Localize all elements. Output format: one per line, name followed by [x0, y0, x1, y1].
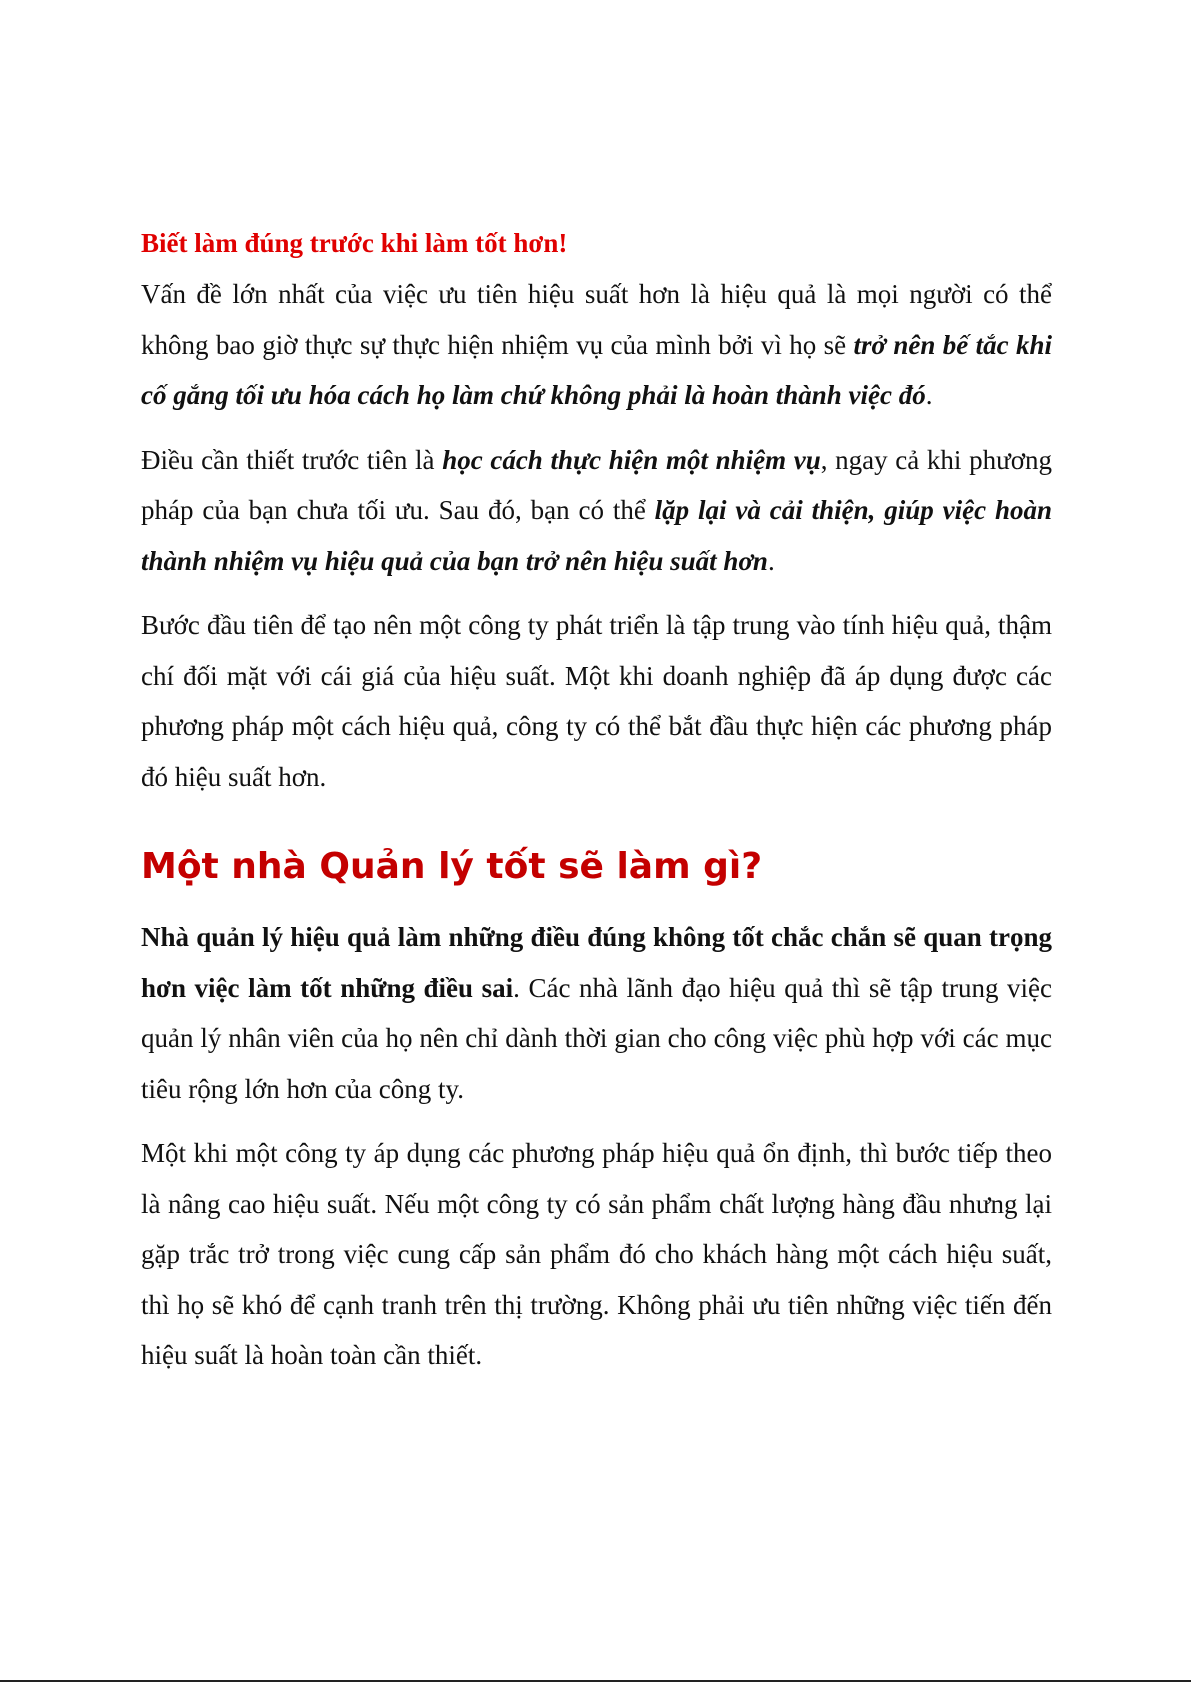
- paragraph-text: Điều cần thiết trước tiên là: [141, 444, 443, 475]
- paragraph-text: .: [767, 545, 775, 576]
- bold-text: Nhà quản lý hiệu quả làm những điều đúng không tốt chắc chắn sẽ quan trọng hơn việc làm tốt những điều sai: [141, 922, 1052, 1003]
- paragraph-text: .: [925, 380, 933, 410]
- emphasis-text: trở nên bế tắc khi cố gắng tối ưu hóa cách họ làm chứ không phải là hoàn thành việc đó: [141, 329, 1052, 410]
- paragraph-3: [141, 600, 1052, 802]
- paragraph-text: Một khi một công ty áp dụng các phương pháp hiệu quả ổn định, thì bước tiếp theo là nâng cao hiệu suất. Nếu một công ty có sản phẩm chất lượng hàng đầu nhưng lại gặp trắc trở trong việc cung cấp sản phẩm đó cho khách hàng một cách hiệu suất, thì họ sẽ khó để cạnh tranh trên thị trường. Không phải ưu tiên những việc tiến đến hiệu suất là hoàn toàn cần thiết.: [141, 1138, 1052, 1370]
- page-bottom-rule: [0, 1680, 1191, 1682]
- paragraph-4: [141, 912, 1052, 1114]
- document-page: [141, 225, 1052, 1395]
- paragraph-1: [141, 269, 1052, 421]
- paragraph-2: [141, 435, 1052, 587]
- paragraph-text: Bước đầu tiên để tạo nên một công ty phát triển là tập trung vào tính hiệu quả, thậm chí đối mặt với cái giá của hiệu suất. Một khi doanh nghiệp đã áp dụng được các phương pháp một cách hiệu quả, công ty có thể bắt đầu thực hiện các phương pháp đó hiệu suất hơn.: [141, 610, 1052, 792]
- section-heading: Một nhà Quản lý tốt sẽ làm gì?: [141, 846, 763, 887]
- emphasis-text: học cách thực hiện một nhiệm vụ: [442, 444, 821, 475]
- paragraph-5: [141, 1128, 1052, 1381]
- paragraph-text: . Các nhà lãnh đạo hiệu quả thì sẽ tập trung việc quản lý nhân viên của họ nên chỉ dành thời gian cho công việc phù hợp với các mục tiêu rộng lớn hơn của công ty.: [141, 972, 1052, 1104]
- section-subheading: Biết làm đúng trước khi làm tốt hơn!: [141, 228, 568, 258]
- emphasis-text: lặp lại và cải thiện, giúp việc hoàn thành nhiệm vụ hiệu quả của bạn trở nên hiệu suất hơn: [141, 495, 1052, 576]
- paragraph-text: Vấn đề lớn nhất của việc ưu tiên hiệu suất hơn là hiệu quả là mọi người có thể không bao giờ thực sự thực hiện nhiệm vụ của mình bởi vì họ sẽ: [141, 279, 1052, 360]
- paragraph-text: , ngay cả khi phương pháp của bạn chưa tối ưu. Sau đó, bạn có thể: [141, 444, 1052, 525]
